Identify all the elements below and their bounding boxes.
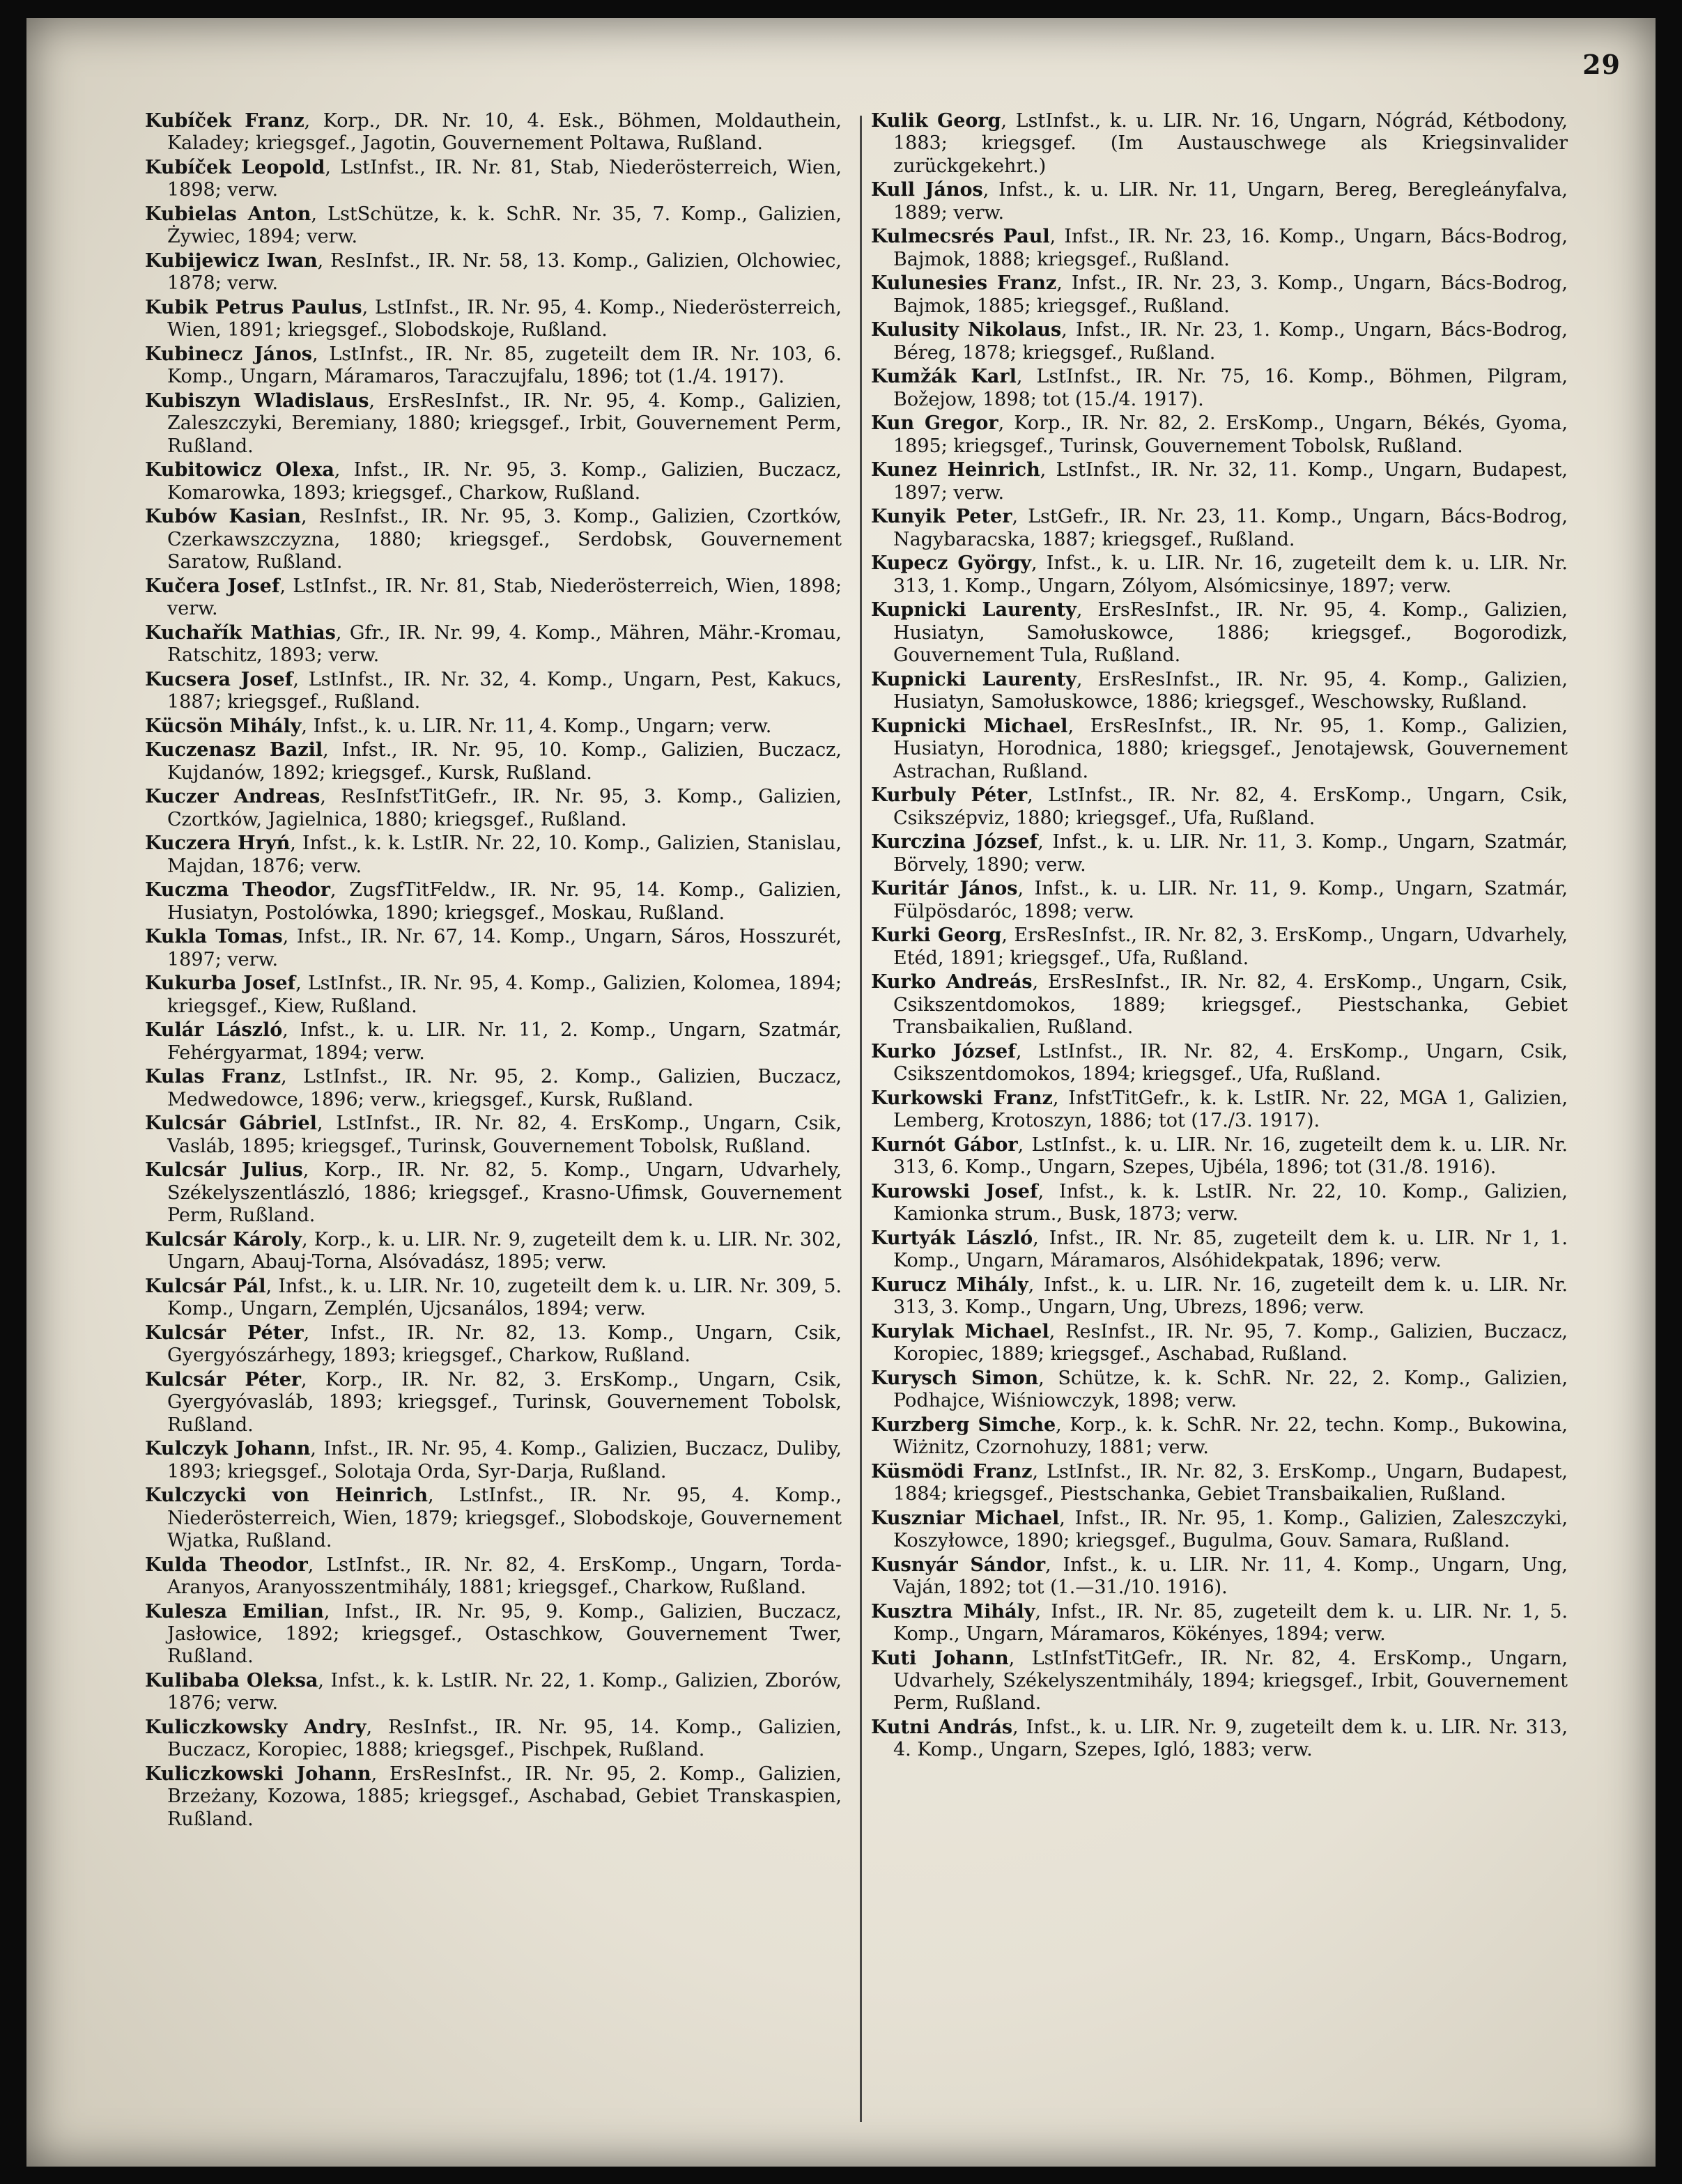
roster-entry <box>145 1485 842 1552</box>
entry-details: , Korp., k. k. SchR. Nr. 22, techn. Komp., Bukowina, Wiżnitz, Czornohuzy, 1881; verw. <box>893 1414 1568 1459</box>
entry-details: , ErsResInfst., IR. Nr. 95, 1. Komp., Galizien, Husiatyn, Horodnica, 1880; kriegsgef., Jenotajewsk, Gouvernement Astrachan, Rußland. <box>893 715 1568 782</box>
roster-entry <box>871 110 1568 178</box>
roster-entry <box>145 739 842 784</box>
entry-details: , LstInfst., IR. Nr. 82, 4. ErsKomp., Ungarn, Csik, Csikszentdomokos, 1894; kriegsgef., Ufa, Rußland. <box>893 1040 1568 1085</box>
entry-details: , Korp., k. u. LIR. Nr. 9, zugeteilt dem k. u. LIR. Nr. 302, Ungarn, Abauj-Torna, Alsóvadász, 1895; verw. <box>167 1228 842 1273</box>
roster-entry <box>871 1601 1568 1646</box>
roster-entry <box>145 110 842 155</box>
entry-details: , LstInfst., IR. Nr. 95, 2. Komp., Galizien, Buczacz, Medwedowce, 1896; verw., kriegsgef., Kursk, Rußland. <box>167 1066 842 1110</box>
entry-details: , Infst., k. u. LIR. Nr. 11, 2. Komp., Ungarn, Szatmár, Fehérgyarmat, 1894; verw. <box>167 1019 842 1064</box>
entry-name: Kubíček Leopold <box>145 157 325 178</box>
entry-details: , ResInfst., IR. Nr. 58, 13. Komp., Galizien, Olchowiec, 1878; verw. <box>167 250 842 295</box>
entry-details: , Infst., k. k. LstIR. Nr. 22, 10. Komp., Galizien, Stanislau, Majdan, 1876; verw. <box>167 832 842 877</box>
entry-name: Kurczina József <box>871 831 1038 853</box>
entry-details: , Infst., IR. Nr. 23, 1. Komp., Ungarn, Bács-Bodrog, Béreg, 1878; kriegsgef., Rußland. <box>893 319 1568 364</box>
entry-details: , ErsResInfst., IR. Nr. 95, 4. Komp., Galizien, Zaleszczyki, Beremiany, 1880; kriegsgef., Irbit, Gouvernement Perm, Rußland. <box>167 390 842 457</box>
entry-details: , Infst., k. u. LIR. Nr. 11, 9. Komp., Ungarn, Szatmár, Fülpösdaróc, 1898; verw. <box>893 878 1568 922</box>
entry-details: , Infst., k. u. LIR. Nr. 11, Ungarn, Bereg, Beregleányfalva, 1889; verw. <box>893 179 1568 224</box>
roster-entry <box>145 973 842 1018</box>
entry-details: , ErsResInfst., IR. Nr. 82, 3. ErsKomp., Ungarn, Udvarhely, Etéd, 1891; kriegsgef., Ufa, Rußland. <box>893 924 1568 969</box>
entry-details: , InfstTitGefr., k. k. LstIR. Nr. 22, MGA 1, Galizien, Lemberg, Krotoszyn, 1886; tot (17./3. 1917). <box>893 1087 1568 1132</box>
entry-name: Kurnót Gábor <box>871 1133 1018 1156</box>
entry-details: , LstInfst., IR. Nr. 82, 4. ErsKomp., Ungarn, Csik, Csikszépviz, 1880; kriegsgef., Ufa, Rußland. <box>893 784 1568 829</box>
entry-name: Kubitowicz Olexa <box>145 459 334 481</box>
entry-details: , LstInfst., IR. Nr. 32, 11. Komp., Ungarn, Budapest, 1897; verw. <box>893 459 1568 504</box>
entry-details: , LstInfst., IR. Nr. 81, Stab, Niederösterreich, Wien, 1898; verw. <box>167 157 842 201</box>
entry-name: Kurko József <box>871 1040 1016 1062</box>
entry-details: , LstSchütze, k. k. SchR. Nr. 35, 7. Komp., Galizien, Żywiec, 1894; verw. <box>167 203 842 248</box>
roster-entry <box>145 1554 842 1600</box>
left-column <box>145 110 842 1832</box>
entry-name: Kusnyár Sándor <box>871 1554 1046 1576</box>
entry-name: Kurko Andreás <box>871 971 1033 993</box>
entry-details: , LstInfst., IR. Nr. 81, Stab, Niederösterreich, Wien, 1898; verw. <box>167 575 842 620</box>
roster-entry <box>871 272 1568 318</box>
roster-entry <box>871 1717 1568 1762</box>
entry-details: , LstInfst., IR. Nr. 75, 16. Komp., Böhmen, Pilgram, Božejow, 1898; tot (15./4. 1917). <box>893 366 1568 410</box>
entry-name: Kubinecz János <box>145 343 312 365</box>
entry-details: , Infst., k. u. LIR. Nr. 11, 4. Komp., Ungarn; verw. <box>301 715 772 737</box>
entry-name: Küsmödi Franz <box>871 1460 1033 1482</box>
entry-details: , Korp., IR. Nr. 82, 5. Komp., Ungarn, Udvarhely, Székelyszentlászló, 1886; kriegsgef., Krasno-Ufimsk, Gouvernement Perm, Rußland. <box>167 1159 842 1227</box>
roster-entry <box>145 786 842 831</box>
entry-name: Kurzberg Simche <box>871 1414 1056 1436</box>
roster-entry <box>871 552 1568 598</box>
entry-name: Kuchařík Mathias <box>145 621 336 644</box>
roster-entry <box>145 1601 842 1668</box>
roster-entry <box>145 1369 842 1436</box>
entry-name: Kubijewicz Iwan <box>145 250 318 272</box>
entry-details: , LstInfst., IR. Nr. 95, 4. Komp., Niederösterreich, Wien, 1891; kriegsgef., Slobodskoje, Rußland. <box>167 297 842 341</box>
entry-name: Kurucz Mihály <box>871 1273 1028 1296</box>
roster-entry <box>871 831 1568 876</box>
entry-details: , ResInfst., IR. Nr. 95, 3. Komp., Galizien, Czortków, Czerkawszczyzna, 1880; kriegsgef., Serdobsk, Gouvernement Saratow, Rußland. <box>167 506 842 573</box>
roster-entry <box>871 1461 1568 1506</box>
entry-name: Kücsön Mihály <box>145 715 302 737</box>
entry-details: , Infst., k. u. LIR. Nr. 11, 3. Komp., Ungarn, Szatmár, Börvely, 1890; verw. <box>893 831 1568 876</box>
entry-name: Kun Gregor <box>871 412 998 435</box>
roster-entry <box>145 250 842 295</box>
roster-entry <box>145 926 842 971</box>
entry-name: Kurki Georg <box>871 924 1002 947</box>
entry-details: , LstInfst., IR. Nr. 95, 4. Komp., Galizien, Kolomea, 1894; kriegsgef., Kiew, Rußland. <box>167 973 842 1017</box>
entry-details: , ErsResInfst., IR. Nr. 95, 2. Komp., Galizien, Brzeżany, Kozowa, 1885; kriegsgef., Aschabad, Gebiet Transkaspien, Rußland. <box>167 1763 842 1830</box>
roster-entry <box>145 622 842 667</box>
entry-name: Kulczycki von Heinrich <box>145 1485 428 1507</box>
entry-details: , Schütze, k. k. SchR. Nr. 22, 2. Komp., Galizien, Podhajce, Wiśniowczyk, 1898; verw. <box>893 1367 1568 1412</box>
entry-details: , Infst., IR. Nr. 95, 4. Komp., Galizien, Buczacz, Duliby, 1893; kriegsgef., Solotaja Orda, Syr-Darja, Rußland. <box>167 1438 842 1482</box>
entry-details: , Infst., IR. Nr. 23, 3. Komp., Ungarn, Bács-Bodrog, Bajmok, 1885; kriegsgef., Rußland. <box>893 272 1568 317</box>
entry-name: Kulcsár Julius <box>145 1159 303 1182</box>
entry-name: Kusztra Mihály <box>871 1600 1035 1622</box>
entry-name: Kulcsár Gábriel <box>145 1113 317 1135</box>
roster-entry <box>145 1763 842 1831</box>
entry-name: Kubik Petrus Paulus <box>145 297 362 318</box>
entry-name: Kubielas Anton <box>145 203 311 225</box>
roster-entry <box>871 459 1568 504</box>
roster-entry <box>145 506 842 573</box>
entry-name: Kulcsár Péter <box>145 1368 301 1391</box>
roster-entry <box>145 1438 842 1483</box>
entry-name: Kulda Theodor <box>145 1554 308 1576</box>
entry-name: Kuczenasz Bazil <box>145 739 323 761</box>
column-divider <box>860 116 862 2122</box>
roster-entry <box>145 459 842 504</box>
entry-name: Kuczer Andreas <box>145 786 321 808</box>
right-column <box>871 110 1568 1763</box>
roster-entry <box>871 412 1568 458</box>
entry-name: Kulcsár Károly <box>145 1228 302 1250</box>
entry-name: Kutni András <box>871 1717 1013 1739</box>
entry-name: Kukurba Josef <box>145 973 296 995</box>
entry-details: , LstInfst., k. u. LIR. Nr. 16, zugeteilt dem k. u. LIR. Nr. 313, 6. Komp., Ungarn, Szepes, Ujbéla, 1896; tot (31./8. 1916). <box>893 1133 1568 1179</box>
roster-entry <box>871 924 1568 970</box>
roster-entry <box>871 971 1568 1039</box>
entry-name: Kulunesies Franz <box>871 272 1057 295</box>
entry-details: , Infst., k. k. LstIR. Nr. 22, 1. Komp., Galizien, Zborów, 1876; verw. <box>167 1670 842 1714</box>
entry-name: Kurbuly Péter <box>871 784 1028 807</box>
roster-entry <box>871 1227 1568 1273</box>
entry-name: Kurysch Simon <box>871 1367 1039 1389</box>
entry-details: , Infst., IR. Nr. 95, 1. Komp., Galizien, Zaleszczyki, Koszyłowce, 1890; kriegsgef., Bugulma, Gouv. Samara, Rußland. <box>893 1507 1568 1552</box>
entry-details: , Korp., IR. Nr. 82, 2. ErsKomp., Ungarn, Békés, Gyoma, 1895; kriegsgef., Turinsk, Gouvernement Tobolsk, Rußland. <box>893 412 1568 457</box>
entry-name: Kurkowski Franz <box>871 1087 1053 1109</box>
roster-entry <box>871 1414 1568 1459</box>
entry-details: , Infst., IR. Nr. 95, 3. Komp., Galizien, Buczacz, Komarowka, 1893; kriegsgef., Charkow, Rußland. <box>167 459 842 504</box>
entry-name: Kuritár János <box>871 878 1018 900</box>
entry-details: , Infst., IR. Nr. 82, 13. Komp., Ungarn, Csik, Gyergyószárhegy, 1893; kriegsgef., Charkow, Rußland. <box>167 1322 842 1367</box>
entry-name: Kunyik Peter <box>871 506 1012 528</box>
entry-name: Kulmecsrés Paul <box>871 226 1050 248</box>
entry-name: Kupecz György <box>871 552 1031 575</box>
roster-entry <box>145 1717 842 1762</box>
roster-entry <box>145 669 842 714</box>
roster-entry <box>145 1276 842 1321</box>
entry-name: Kull János <box>871 179 983 201</box>
entry-details: , ResInfst., IR. Nr. 95, 7. Komp., Galizien, Buczacz, Koropiec, 1889; kriegsgef., Aschabad, Rußland. <box>893 1320 1568 1365</box>
roster-entry <box>871 506 1568 551</box>
entry-name: Kurowski Josef <box>871 1180 1038 1202</box>
entry-details: , Infst., k. k. LstIR. Nr. 22, 10. Komp., Galizien, Kamionka strum., Busk, 1873; verw. <box>893 1180 1568 1225</box>
roster-entry <box>145 1670 842 1715</box>
entry-name: Kuczera Hryń <box>145 832 291 855</box>
page-number: 29 <box>1582 49 1621 80</box>
roster-entry <box>871 878 1568 923</box>
entry-details: , ResInfst., IR. Nr. 95, 14. Komp., Galizien, Buczacz, Koropiec, 1888; kriegsgef., Pischpek, Rußland. <box>167 1717 842 1761</box>
entry-name: Kulesza Emilian <box>145 1600 324 1622</box>
entry-details: , ErsResInfst., IR. Nr. 95, 4. Komp., Galizien, Husiatyn, Samołuskowce, 1886; kriegsgef., Weschowsky, Rußland. <box>893 668 1568 713</box>
entry-details: , Korp., DR. Nr. 10, 4. Esk., Böhmen, Moldauthein, Kaladey; kriegsgef., Jagotin, Gouvernement Poltawa, Rußland. <box>167 110 842 155</box>
entry-name: Kulik Georg <box>871 110 1001 132</box>
roster-entry <box>145 157 842 202</box>
entry-details: , Gfr., IR. Nr. 99, 4. Komp., Mähren, Mähr.-Kromau, Ratschitz, 1893; verw. <box>167 621 842 667</box>
roster-entry <box>145 203 842 249</box>
roster-entry <box>145 390 842 458</box>
entry-name: Kuliczkowski Johann <box>145 1763 371 1786</box>
entry-details: , Infst., k. u. LIR. Nr. 9, zugeteilt dem k. u. LIR. Nr. 313, 4. Komp., Ungarn, Szepes, Igló, 1883; verw. <box>893 1717 1568 1761</box>
roster-entry <box>871 599 1568 667</box>
roster-entry <box>145 343 842 389</box>
roster-entry <box>871 1181 1568 1226</box>
entry-name: Kulas Franz <box>145 1066 281 1088</box>
entry-details: , ResInfstTitGefr., IR. Nr. 95, 3. Komp., Galizien, Czortków, Jagielnica, 1880; kriegsgef., Rußland. <box>167 786 842 830</box>
roster-entry <box>145 1229 842 1274</box>
entry-details: , LstInfstTitGefr., IR. Nr. 82, 4. ErsKomp., Ungarn, Udvarhely, Székelyszentmihály, 1894; kriegsgef., Irbit, Gouvernement Perm, Rußland. <box>893 1647 1568 1714</box>
roster-entry <box>145 832 842 878</box>
entry-name: Kurtyák László <box>871 1227 1033 1249</box>
roster-entry <box>871 1368 1568 1413</box>
entry-name: Kubíček Franz <box>145 110 304 132</box>
entry-name: Kulusity Nikolaus <box>871 319 1062 341</box>
entry-details: , LstGefr., IR. Nr. 23, 11. Komp., Ungarn, Bács-Bodrog, Nagybaracska, 1887; kriegsgef., Rußland. <box>893 506 1568 550</box>
entry-details: , Infst., IR. Nr. 67, 14. Komp., Ungarn, Sáros, Hosszurét, 1897; verw. <box>167 926 842 970</box>
entry-details: , ErsResInfst., IR. Nr. 95, 4. Komp., Galizien, Husiatyn, Samołuskowce, 1886; kriegsgef., Bogorodizk, Gouvernement Tula, Rußland. <box>893 599 1568 667</box>
entry-name: Kuczma Theodor <box>145 879 330 901</box>
roster-entry <box>145 1322 842 1368</box>
roster-entry <box>871 179 1568 224</box>
entry-details: , LstInfst., IR. Nr. 82, 4. ErsKomp., Ungarn, Csik, Vasláb, 1895; kriegsgef., Turinsk, Gouvernement Tobolsk, Rußland. <box>167 1113 842 1157</box>
roster-entry <box>145 575 842 621</box>
roster-entry <box>871 366 1568 411</box>
entry-name: Kukla Tomas <box>145 926 283 948</box>
entry-name: Kuti Johann <box>871 1647 1009 1669</box>
entry-details: , Infst., IR. Nr. 85, zugeteilt dem k. u. LIR. Nr 1, 1. Komp., Ungarn, Máramaros, Alsóhidekpatak, 1896; verw. <box>893 1227 1568 1272</box>
entry-details: , LstInfst., IR. Nr. 82, 3. ErsKomp., Ungarn, Budapest, 1884; kriegsgef., Piestschanka, Gebiet Transbaikalien, Rußland. <box>893 1460 1568 1505</box>
entry-details: , LstInfst., IR. Nr. 82, 4. ErsKomp., Ungarn, Torda-Aranyos, Aranyosszentmihály, 1881; kriegsgef., Charkow, Rußland. <box>167 1554 842 1599</box>
roster-entry <box>871 1274 1568 1319</box>
roster-entry <box>871 1508 1568 1553</box>
roster-entry <box>871 669 1568 714</box>
roster-entry <box>871 715 1568 783</box>
roster-entry <box>871 226 1568 271</box>
entry-name: Kupnicki Michael <box>871 715 1068 737</box>
roster-entry <box>871 1321 1568 1366</box>
entry-name: Kurylak Michael <box>871 1320 1049 1342</box>
entry-name: Kuszniar Michael <box>871 1507 1060 1529</box>
entry-name: Kunez Heinrich <box>871 459 1040 481</box>
entry-name: Kulcsár Péter <box>145 1322 304 1344</box>
entry-details: , Infst., IR. Nr. 23, 16. Komp., Ungarn, Bács-Bodrog, Bajmok, 1888; kriegsgef., Rußland. <box>893 226 1568 270</box>
roster-entry <box>145 297 842 342</box>
roster-entry <box>145 1113 842 1158</box>
entry-details: , LstInfst., IR. Nr. 32, 4. Komp., Ungarn, Pest, Kakucs, 1887; kriegsgef., Rußland. <box>167 668 842 713</box>
entry-details: , LstInfst., IR. Nr. 85, zugeteilt dem IR. Nr. 103, 6. Komp., Ungarn, Máramaros, Taraczujfalu, 1896; tot (1./4. 1917). <box>167 343 842 388</box>
entry-name: Kubów Kasian <box>145 506 301 528</box>
entry-details: , LstInfst., k. u. LIR. Nr. 16, Ungarn, Nógrád, Kétbodony, 1883; kriegsgef. (Im Austauschwege als Kriegsinvalider zurückgekehrt.) <box>893 110 1568 177</box>
entry-details: , Infst., k. u. LIR. Nr. 16, zugeteilt dem k. u. LIR. Nr. 313, 1. Komp., Ungarn, Zólyom, Alsómicsinye, 1897; verw. <box>893 552 1568 597</box>
roster-entry <box>145 1019 842 1064</box>
entry-name: Kulibaba Oleksa <box>145 1670 318 1692</box>
roster-entry <box>871 1134 1568 1179</box>
entry-name: Kubiszyn Wladislaus <box>145 390 369 412</box>
roster-entry <box>871 1554 1568 1600</box>
entry-details: , Infst., k. u. LIR. Nr. 11, 4. Komp., Ungarn, Ung, Vaján, 1892; tot (1.—31./10. 1916). <box>893 1554 1568 1599</box>
entry-name: Kulczyk Johann <box>145 1438 311 1460</box>
entry-name: Kuliczkowsky Andry <box>145 1717 367 1739</box>
entry-name: Kulár László <box>145 1019 283 1041</box>
entry-name: Kupnicki Laurenty <box>871 668 1077 690</box>
entry-details: , Infst., IR. Nr. 95, 9. Komp., Galizien, Buczacz, Jasłowice, 1892; kriegsgef., Ostaschkow, Gouvernement Twer, Rußland. <box>167 1600 842 1668</box>
entry-details: , Infst., IR. Nr. 85, zugeteilt dem k. u. LIR. Nr. 1, 5. Komp., Ungarn, Máramaros, Kökényes, 1894; verw. <box>893 1600 1568 1645</box>
roster-entry <box>871 319 1568 364</box>
roster-entry <box>871 784 1568 830</box>
entry-details: , ZugsfTitFeldw., IR. Nr. 95, 14. Komp., Galizien, Husiatyn, Postolówka, 1890; kriegsgef., Moskau, Rußland. <box>167 879 842 924</box>
entry-details: , LstInfst., IR. Nr. 95, 4. Komp., Niederösterreich, Wien, 1879; kriegsgef., Slobodskoje, Gouvernement Wjatka, Rußland. <box>167 1485 842 1552</box>
roster-entry <box>145 879 842 924</box>
entry-name: Kučera Josef <box>145 575 280 597</box>
scanned-page <box>26 18 1656 2167</box>
roster-entry <box>871 1087 1568 1133</box>
roster-entry <box>871 1041 1568 1086</box>
entry-name: Kucsera Josef <box>145 668 293 690</box>
roster-entry <box>871 1648 1568 1715</box>
roster-entry <box>145 1159 842 1227</box>
roster-entry <box>145 715 842 738</box>
entry-name: Kulcsár Pál <box>145 1275 266 1297</box>
entry-details: , Korp., IR. Nr. 82, 3. ErsKomp., Ungarn, Csik, Gyergyóvasláb, 1893; kriegsgef., Turinsk, Gouvernement Tobolsk, Rußland. <box>167 1368 842 1436</box>
entry-name: Kupnicki Laurenty <box>871 599 1077 621</box>
entry-details: , Infst., k. u. LIR. Nr. 16, zugeteilt dem k. u. LIR. Nr. 313, 3. Komp., Ungarn, Ung, Ubrezs, 1896; verw. <box>893 1273 1568 1319</box>
entry-name: Kumžák Karl <box>871 366 1017 388</box>
entry-details: , ErsResInfst., IR. Nr. 82, 4. ErsKomp., Ungarn, Csik, Csikszentdomokos, 1889; kriegsgef., Piestschanka, Gebiet Transbaikalien, Rußland. <box>893 971 1568 1039</box>
entry-details: , Infst., k. u. LIR. Nr. 10, zugeteilt dem k. u. LIR. Nr. 309, 5. Komp., Ungarn, Zemplén, Ujcsanálos, 1894; verw. <box>167 1275 842 1320</box>
roster-entry <box>145 1066 842 1111</box>
entry-details: , Infst., IR. Nr. 95, 10. Komp., Galizien, Buczacz, Kujdanów, 1892; kriegsgef., Kursk, Rußland. <box>167 739 842 784</box>
